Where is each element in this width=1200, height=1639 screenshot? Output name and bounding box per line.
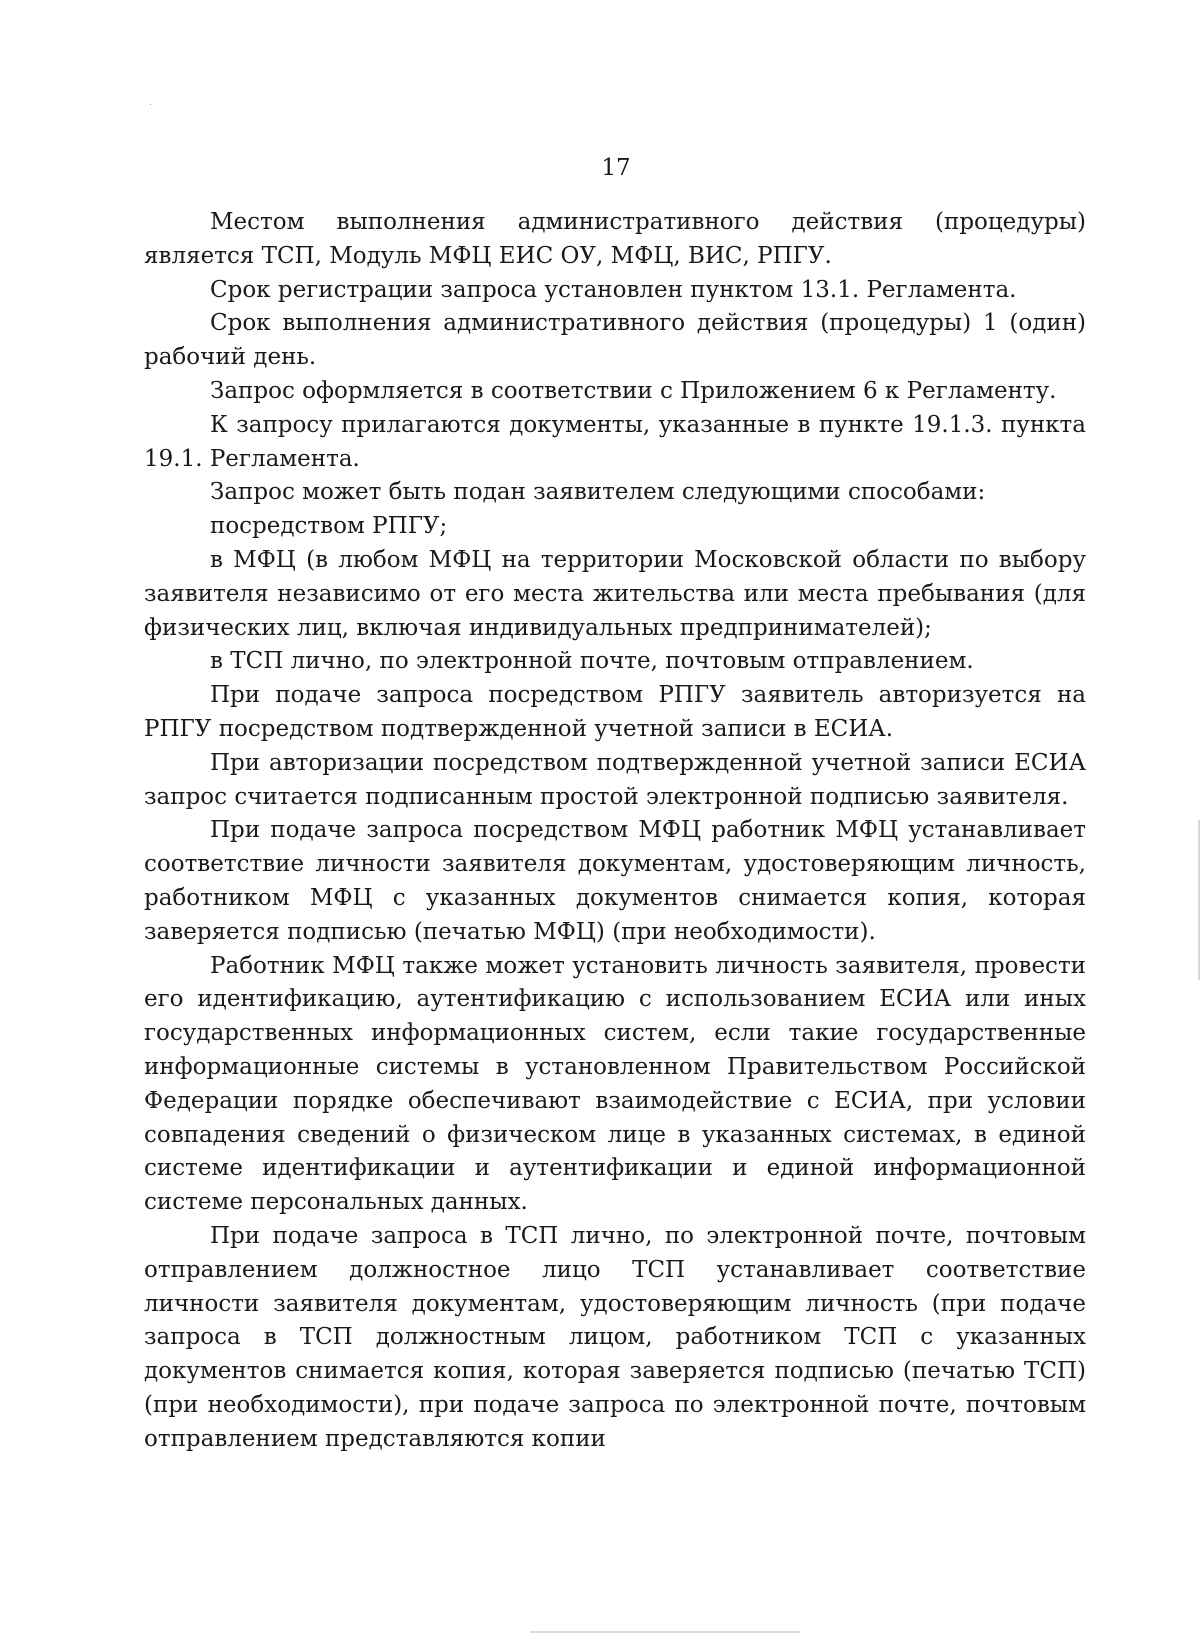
paragraph-method-mfc: в МФЦ (в любом МФЦ на территории Московской области по выбору заявителя независимо от его места жительства или места пребывания (для физических лиц, включая индивидуальных предпринимателей); [144, 546, 1086, 641]
scan-edge-bottom [530, 1631, 800, 1633]
page-number: 17 [601, 155, 631, 181]
paragraph-esia-signature: При авторизации посредством подтвержденной учетной записи ЕСИА запрос считается подписанным простой электронной подписью заявителя. [144, 749, 1086, 810]
paragraph-method-rpgu: посредством РПГУ; [210, 513, 448, 540]
paragraph-submission-methods: Запрос может быть подан заявителем следующими способами: [210, 479, 986, 506]
paragraph-tsp-identity-check: При подаче запроса в ТСП лично, по электронной почте, почтовым отправлением должностное лицо ТСП устанавливает соответствие личности заявителя документам, удостоверяющим личность (при подаче запроса в ТСП должностным лицом, работником ТСП с указанных документов снимается копия, которая заверяется подписью (печатью ТСП) (при необходимости), при подаче запроса по электронной почте, почтовым отправлением представляются копии [144, 1222, 1086, 1452]
paragraph-rpgu-authorization: При подаче запроса посредством РПГУ заявитель авторизуется на РПГУ посредством подтвержденной учетной записи в ЕСИА. [144, 682, 1086, 742]
paragraph-request-form: Запрос оформляется в соответствии с Приложением 6 к Регламенту. [210, 377, 1057, 404]
paragraph-execution-term: Срок выполнения административного действия (процедуры) 1 (один) рабочий день. [144, 310, 1086, 371]
paragraph-registration-term: Срок регистрации запроса установлен пунктом 13.1. Регламента. [210, 276, 1017, 303]
paragraph-attached-documents: К запросу прилагаются документы, указанные в пункте 19.1.3. пункта 19.1. Регламента. [144, 411, 1086, 472]
paragraph-mfc-identity-check: При подаче запроса посредством МФЦ работник МФЦ устанавливает соответствие личности заявителя документам, удостоверяющим личность, работником МФЦ с указанных документов снимается копия, которая заверяется подписью (печатью МФЦ) (при необходимости). [144, 817, 1086, 945]
paragraph-method-tsp: в ТСП лично, по электронной почте, почтовым отправлением. [210, 648, 974, 675]
paragraph-place-of-execution: Местом выполнения административного действия (процедуры) является ТСП, Модуль МФЦ ЕИС ОУ, МФЦ, ВИС, РПГУ. [144, 209, 1086, 269]
paragraph-mfc-identification: Работник МФЦ также может установить личность заявителя, провести его идентификацию, аутентификацию с использованием ЕСИА или иных государственных информационных систем, если такие государственные информационные системы в установленном Правительством Российской Федерации порядке обеспечивают взаимодействие с ЕСИА, при условии совпадения сведений о физическом лице в указанных системах, в единой системе идентификации и аутентификации и единой информационной системе персональных данных. [144, 952, 1086, 1216]
document-body [144, 206, 1086, 1456]
scan-speck [150, 104, 151, 105]
